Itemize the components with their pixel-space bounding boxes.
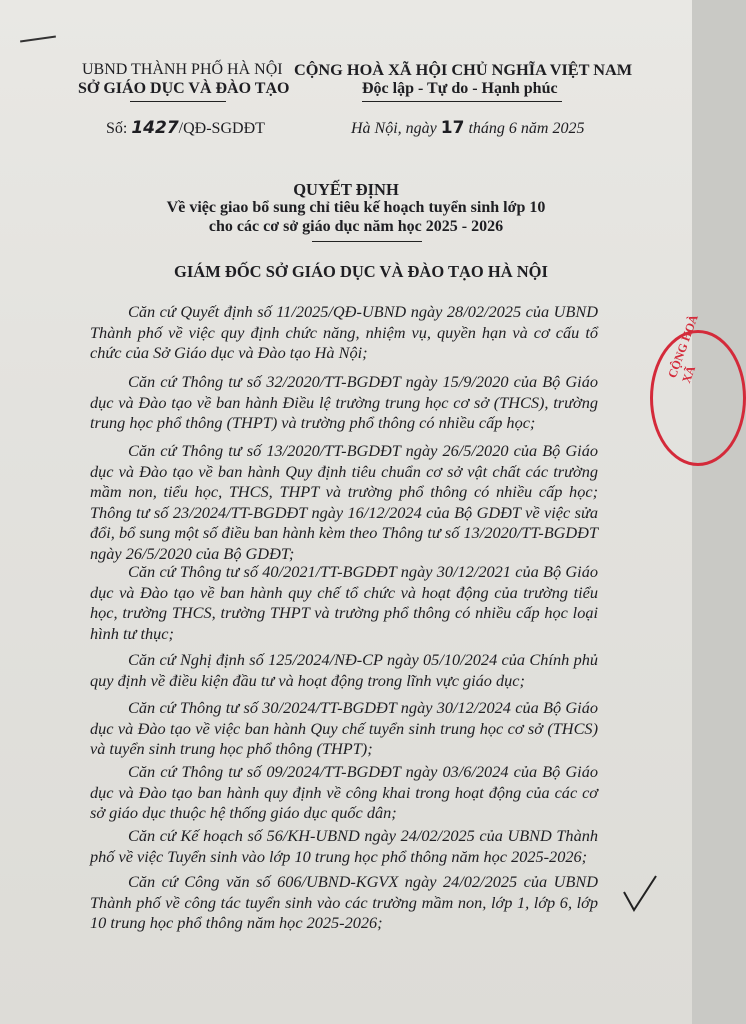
national-title: CỘNG HOÀ XÃ HỘI CHỦ NGHĨA VIỆT NAM <box>294 60 633 79</box>
official-stamp <box>650 312 746 466</box>
motto-underline <box>362 101 562 102</box>
check-mark-icon <box>620 870 660 920</box>
date-prefix: Hà Nội, ngày <box>351 120 441 137</box>
decision-subject-line2: cho các cơ sở giáo dục năm học 2025 - 2026 <box>208 218 504 235</box>
legal-basis-paragraph: Căn cứ Thông tư số 13/2020/TT-BGDĐT ngày 26/5/2020 của Bộ Giáo dục và Đào tạo về ban hành Quy định tiêu chuẩn cơ sở vật chất các trường mầm non, tiểu học, THCS, THPT và trường phổ thông có nhiều cấp học; Thông tư số 23/2024/TT-BGDĐT ngày 16/12/2024 của Bộ GDĐT về việc sửa đổi, bổ sung một số điều ban hành kèm theo Thông tư số 13/2020/TT-BGDĐT ngày 26/5/2020 của Bộ GDĐT; <box>90 441 598 563</box>
number-suffix: /QĐ-SGDĐT <box>178 120 265 137</box>
decision-authority: GIÁM ĐỐC SỞ GIÁO DỤC VÀ ĐÀO TẠO HÀ NỘI <box>174 262 548 281</box>
number-handwritten: 1427 <box>131 118 179 138</box>
legal-basis-paragraph: Căn cứ Thông tư số 40/2021/TT-BGDĐT ngày 30/12/2021 của Bộ Giáo dục và Đào tạo về ban hành quy chế tổ chức và hoạt động của trường tiểu học, trường THCS, trường THPT và trường phổ thông có nhiều cấp học loại hình tư thục; <box>90 562 598 643</box>
date-suffix: tháng 6 năm 2025 <box>464 120 585 137</box>
issuer-department: SỞ GIÁO DỤC VÀ ĐÀO TẠO <box>78 80 290 97</box>
legal-basis-paragraph: Căn cứ Thông tư số 30/2024/TT-BGDĐT ngày 30/12/2024 của Bộ Giáo dục và Đào tạo về việc ban hành Quy chế tuyển sinh trung học cơ sở (THCS) và tuyển sinh trung học phổ thông (THPT); <box>90 698 598 758</box>
pen-mark <box>20 36 56 43</box>
document-number <box>106 118 265 138</box>
decision-title: QUYẾT ĐỊNH <box>293 180 399 199</box>
legal-basis-paragraph: Căn cứ Thông tư số 09/2024/TT-BGDĐT ngày 03/6/2024 của Bộ Giáo dục và Đào tạo ban hành quy định về công khai trong hoạt động của các cơ sở giáo dục thuộc hệ thống giáo dục quốc dân; <box>90 762 598 822</box>
decision-subject-line1: Về việc giao bổ sung chỉ tiêu kế hoạch tuyển sinh lớp 10 <box>166 199 546 216</box>
legal-basis-paragraph: Căn cứ Nghị định số 125/2024/NĐ-CP ngày 05/10/2024 của Chính phủ quy định về điều kiện đầu tư và hoạt động trong lĩnh vực giáo dục; <box>90 650 598 690</box>
legal-basis-paragraph: Căn cứ Công văn số 606/UBND-KGVX ngày 24/02/2025 của UBND Thành phố về công tác tuyển sinh vào các trường mầm non, lớp 1, lớp 6, lớp 10 trung học phổ thông năm học 2025-2026; <box>90 872 598 932</box>
legal-basis-paragraph: Căn cứ Kế hoạch số 56/KH-UBND ngày 24/02/2025 của UBND Thành phố về việc Tuyển sinh vào lớp 10 trung học phổ thông năm học 2025-2026; <box>90 826 598 866</box>
stamp-text: CỘNG HOÀ XÃ <box>665 312 701 385</box>
subject-underline <box>312 241 422 242</box>
document-date <box>351 118 584 138</box>
issuer-city: UBND THÀNH PHỐ HÀ NỘI <box>82 61 283 78</box>
legal-basis-paragraph: Căn cứ Thông tư số 32/2020/TT-BGDĐT ngày 15/9/2020 của Bộ Giáo dục và Đào tạo về ban hành Điều lệ trường trung học cơ sở (THCS), trường trung học phổ thông (THPT) và trường phổ thông có nhiều cấp học; <box>90 372 598 432</box>
issuer-underline <box>130 101 226 102</box>
national-motto: Độc lập - Tự do - Hạnh phúc <box>362 80 558 97</box>
legal-basis-paragraph: Căn cứ Quyết định số 11/2025/QĐ-UBND ngày 28/02/2025 của UBND Thành phố về việc quy định chức năng, nhiệm vụ, quyền hạn và cơ cấu tổ chức của Sở Giáo dục và Đào tạo Hà Nội; <box>90 302 598 362</box>
number-prefix: Số: <box>106 120 132 137</box>
date-handwritten-day: 17 <box>440 118 465 138</box>
